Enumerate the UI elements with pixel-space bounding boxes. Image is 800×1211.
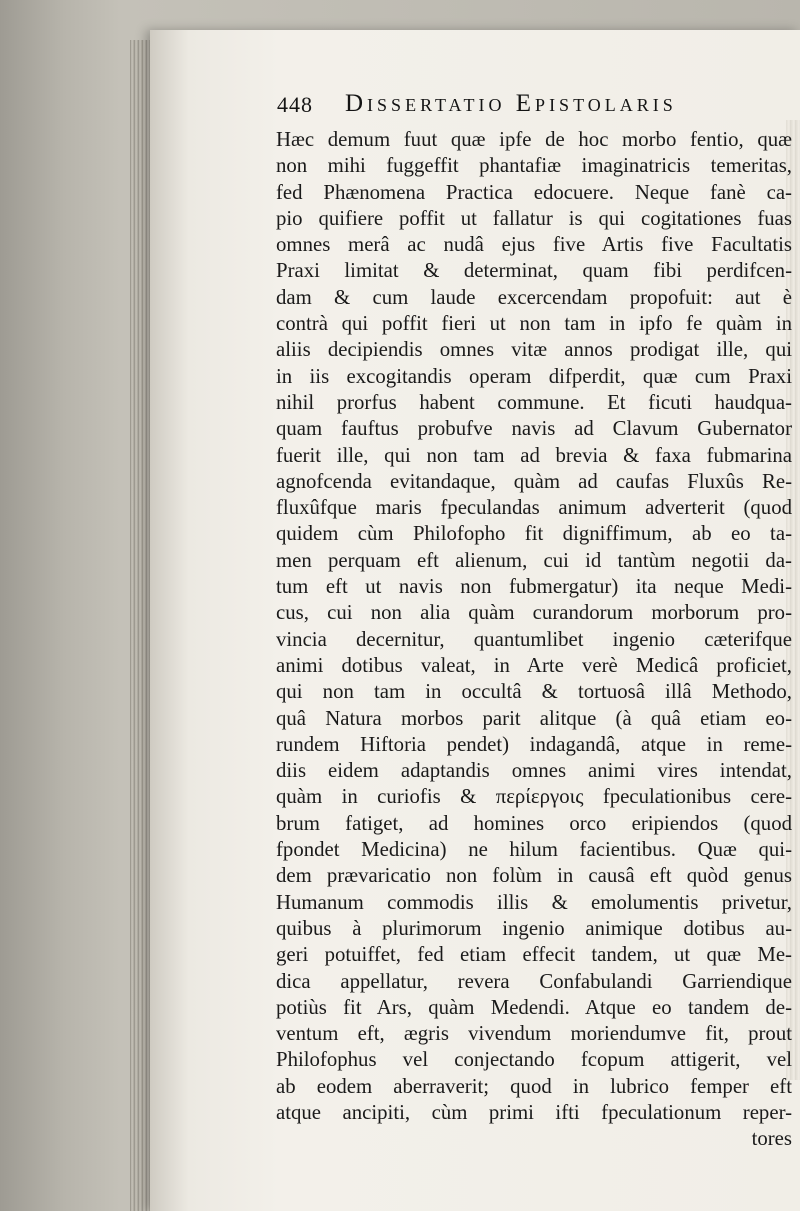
text-line: vincia decernitur, quantumlibet ingenio cæterifque: [276, 627, 792, 651]
text-line: non mihi fuggeffit phantafiæ imaginatricis temeritas,: [276, 154, 792, 178]
text-line: atque ancipiti, cùm primi ifti fpeculationum reper-: [276, 1100, 792, 1124]
text-line: brum fatiget, ad homines orco eripiendos (quod: [276, 811, 792, 835]
text-line: men perquam eft alienum, cui id tantùm negotii da-: [276, 548, 792, 572]
text-line: cus, cui non alia quàm curandorum morborum pro-: [276, 601, 792, 625]
text-line: dem prævaricatio non folùm in causâ eft quòd genus: [276, 864, 792, 888]
text-line: contrà qui poffit fieri ut non tam in ipfo fe quàm in: [276, 312, 792, 336]
text-line: ab eodem aberraverit; quod in lubrico femper eft: [276, 1074, 792, 1098]
text-line: nihil prorfus habent commune. Et ficuti haudqua-: [276, 390, 792, 414]
text-line: quâ Natura morbos parit alitque (à quâ etiam eo-: [276, 706, 792, 730]
text-line: tores: [751, 1127, 792, 1151]
text-line: quam fauftus probufve navis ad Clavum Gubernator: [276, 417, 792, 441]
text-line: in iis excogitandis operam difperdit, quæ cum Praxi: [276, 364, 792, 388]
text-line: fpondet Medicina) ne hilum facientibus. Quæ qui-: [276, 838, 792, 862]
text-line: ventum eft, ægris vivendum moriendumve fit, prout: [276, 1022, 792, 1046]
text-line: aliis decipiendis omnes vitæ annos prodigat ille, qui: [276, 338, 792, 362]
page-number: 448: [277, 92, 313, 117]
text-line: dam & cum laude excercendam propofuit: aut è: [276, 285, 792, 309]
text-line: quàm in curiofis & περίεργοις fpeculationibus cere-: [276, 785, 792, 809]
text-line: dica appellatur, revera Confabulandi Garriendique: [276, 969, 792, 993]
running-title: Dissertatio Epistolaris: [345, 90, 677, 117]
text-line: rundem Hiftoria pendet) indagandâ, atque in reme-: [276, 732, 792, 756]
text-line: omnes merâ ac nudâ ejus five Artis five Facultatis: [276, 233, 792, 257]
text-line: potiùs fit Ars, quàm Medendi. Atque eo tandem de-: [276, 995, 792, 1019]
text-line: Humanum commodis illis & emolumentis privetur,: [276, 890, 792, 914]
text-line: geri potuiffet, fed etiam effecit tandem, ut quæ Me-: [276, 943, 792, 967]
text-line: fed Phænomena Practica edocuere. Neque fanè ca-: [276, 180, 792, 204]
text-line: quidem cùm Philofopho fit digniffimum, ab eo ta-: [276, 522, 792, 546]
text-line: animi dotibus valeat, in Arte verè Medicâ proficiet,: [276, 653, 792, 677]
text-line: diis eidem adaptandis omnes animi vires intendat,: [276, 759, 792, 783]
text-line: pio quifiere poffit ut fallatur is qui cogitationes fuas: [276, 206, 792, 230]
page-header: [277, 88, 777, 128]
body-text: [276, 127, 792, 1153]
text-line: qui non tam in occultâ & tortuosâ illâ Methodo,: [276, 680, 792, 704]
text-line: Hæc demum fuut quæ ipfe de hoc morbo fentio, quæ: [276, 128, 792, 151]
text-line: fluxûfque maris fpeculandas animum adverterit (quod: [276, 496, 792, 520]
text-line: tum eft ut navis non fubmergatur) ita neque Medi-: [276, 575, 792, 599]
text-line: fuerit ille, qui non tam ad brevia & faxa fubmarina: [276, 443, 792, 467]
text-line: Praxi limitat & determinat, quam fibi perdifcen-: [276, 259, 792, 283]
text-line: quibus à plurimorum ingenio animique dotibus au-: [276, 916, 792, 940]
text-line: Philofophus vel conjectando fcopum attigerit, vel: [276, 1048, 792, 1072]
text-line: agnofcenda evitandaque, quàm ad caufas Fluxûs Re-: [276, 469, 792, 493]
